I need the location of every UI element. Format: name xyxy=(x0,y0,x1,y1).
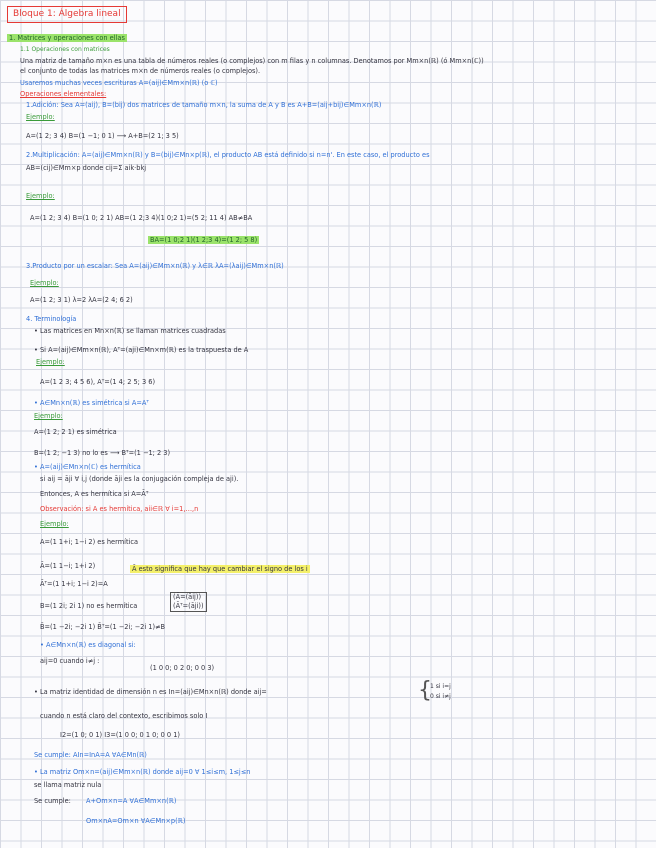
operations-heading: Operaciones elementales: xyxy=(20,90,107,98)
multiplication-example: A=(1 2; 3 4) B=(1 0; 2 1) AB=(1 2;3 4)(1 0;2 1)=(5 2; 11 4) AB≠BA xyxy=(30,214,253,222)
identity-context-note: cuando n está claro del contexto, escribimos solo I xyxy=(40,712,208,720)
zero-product-property: Om×nA=Om×n ∀A∈Mn×p(ℝ) xyxy=(86,817,186,825)
conjugate-box: (Ā=(āij)) (Āᵀ=(āji)) xyxy=(170,592,207,612)
example-label: Ejemplo: xyxy=(30,279,59,287)
symmetric-example: A=(1 2; 2 1) es simétrica xyxy=(34,428,117,436)
square-matrix-text: • Las matrices en Mn×n(ℝ) se llaman matrices cuadradas xyxy=(34,327,226,335)
example-label: Ejemplo: xyxy=(34,412,63,420)
zero-matrix-definition: • La matriz Om×n=(aij)∈Mm×n(ℝ) donde aij=0 ∀ 1≤i≤m, 1≤j≤n xyxy=(34,768,251,776)
conjugate-note: Ā esto significa que hay que cambiar el signo de los i xyxy=(132,565,308,573)
definition-text: Una matriz de tamaño m×n es una tabla de números reales (o complejos) con m filas y n columnas. Denotamos por Mm×n(ℝ) (ó Mm×n(ℂ)) xyxy=(20,57,484,65)
example-label: Ejemplo: xyxy=(36,358,65,366)
multiplication-example-ba: BA=(1 0;2 1)(1 2;3 4)=(1 2; 5 8) xyxy=(150,236,258,244)
identity-property: Se cumple: AIn=InA=A ∀A∈Mn(ℝ) xyxy=(34,751,147,759)
addition-example: A=(1 2; 3 4) B=(1 −1; 0 1) ⟶ A+B=(2 1; 3 5) xyxy=(26,132,179,140)
identity-examples: I2=(1 0; 0 1) I3=(1 0 0; 0 1 0; 0 0 1) xyxy=(60,731,180,739)
hermitian-condition: Entonces, A es hermítica si A=Āᵀ xyxy=(40,490,149,498)
terminology-heading: 4. Terminología xyxy=(26,315,77,323)
piecewise-case-2: 0 si i≠j xyxy=(430,693,451,700)
definition-text: el conjunto de todas las matrices m×n de números reales (o complejos). xyxy=(20,67,261,75)
transpose-text: • Si A=(aij)∈Mm×n(ℝ), Aᵀ=(aji)∈Mn×m(ℝ) es la traspuesta de A xyxy=(34,346,249,354)
zero-matrix-name: se llama matriz nula xyxy=(34,781,102,789)
non-hermitian-check: B̄=(1 −2i; −2i 1) B̄ᵀ=(1 −2i; −2i 1)≠B xyxy=(40,623,166,631)
conjugate-example: Ā=(1 1−i; 1+i 2) xyxy=(40,562,96,570)
hermitian-definition: si aij = āji ∀ i,j (donde āji es la conjugación compleja de aji). xyxy=(40,475,239,483)
section-heading: 1. Matrices y operaciones con ellas xyxy=(9,34,125,42)
diagonal-example: (1 0 0; 0 2 0; 0 0 3) xyxy=(150,664,215,672)
multiplication-formula: AB=(cij)∈Mm×p donde cij=Σ aik·bkj xyxy=(26,164,147,172)
conjugate-transpose-example: Āᵀ=(1 1+i; 1−i 2)=A xyxy=(40,580,108,588)
example-label: Ejemplo: xyxy=(26,192,55,200)
zero-addition-property: A+Om×n=A ∀A∈Mm×n(ℝ) xyxy=(86,797,177,805)
multiplication-definition: 2.Multiplicación: A=(aij)∈Mm×n(ℝ) y B=(bij)∈Mn×p(ℝ), el producto AB está definido si n=n'. En este caso, el producto es xyxy=(26,151,430,159)
subsection-heading: 1.1 Operaciones con matrices xyxy=(20,46,110,53)
zero-property-label: Se cumple: xyxy=(34,797,71,805)
piecewise-case-1: 1 si i=j xyxy=(430,683,451,690)
diagonal-condition: aij=0 cuando i≠j : xyxy=(40,657,100,665)
non-hermitian-example: B=(1 2i; 2i 1) no es hermítica xyxy=(40,602,138,610)
page-title: Bloque 1: Álgebra lineal xyxy=(7,6,127,23)
symmetric-text: • A∈Mn×n(ℝ) es simétrica si A=Aᵀ xyxy=(34,399,149,407)
scalar-example: A=(1 2; 3 1) λ=2 λA=(2 4; 6 2) xyxy=(30,296,133,304)
piecewise-brace: { xyxy=(418,678,432,703)
observation-text: Observación: si A es hermítica, aii∈ℝ ∀ i=1,…,n xyxy=(40,505,199,513)
transpose-example: A=(1 2 3; 4 5 6), Aᵀ=(1 4; 2 5; 3 6) xyxy=(40,378,156,386)
notation-text: Usaremos muchas veces escrituras A=(aij)∈Mm×n(ℝ) (o ℂ) xyxy=(20,79,218,87)
identity-definition: • La matriz identidad de dimensión n es In=(aij)∈Mn×n(ℝ) donde aij= xyxy=(34,688,267,696)
example-label: Ejemplo: xyxy=(26,113,55,121)
diagonal-heading: • A∈Mn×n(ℝ) es diagonal si: xyxy=(40,641,136,649)
non-symmetric-example: B=(1 2; −1 3) no lo es ⟶ Bᵀ=(1 −1; 2 3) xyxy=(34,449,171,457)
hermitian-example: A=(1 1+i; 1−i 2) es hermítica xyxy=(40,538,139,546)
scalar-definition: 3.Producto por un escalar: Sea A=(aij)∈Mm×n(ℝ) y λ∈ℝ λA=(λaij)∈Mm×n(ℝ) xyxy=(26,262,284,270)
hermitian-heading: • A=(aij)∈Mn×n(ℂ) es hermítica xyxy=(34,463,141,471)
example-label: Ejemplo: xyxy=(40,520,69,528)
addition-definition: 1.Adición: Sea A=(aij), B=(bij) dos matrices de tamaño m×n, la suma de A y B es A+B=(aij+bij)∈Mm×n(ℝ) xyxy=(26,101,382,109)
